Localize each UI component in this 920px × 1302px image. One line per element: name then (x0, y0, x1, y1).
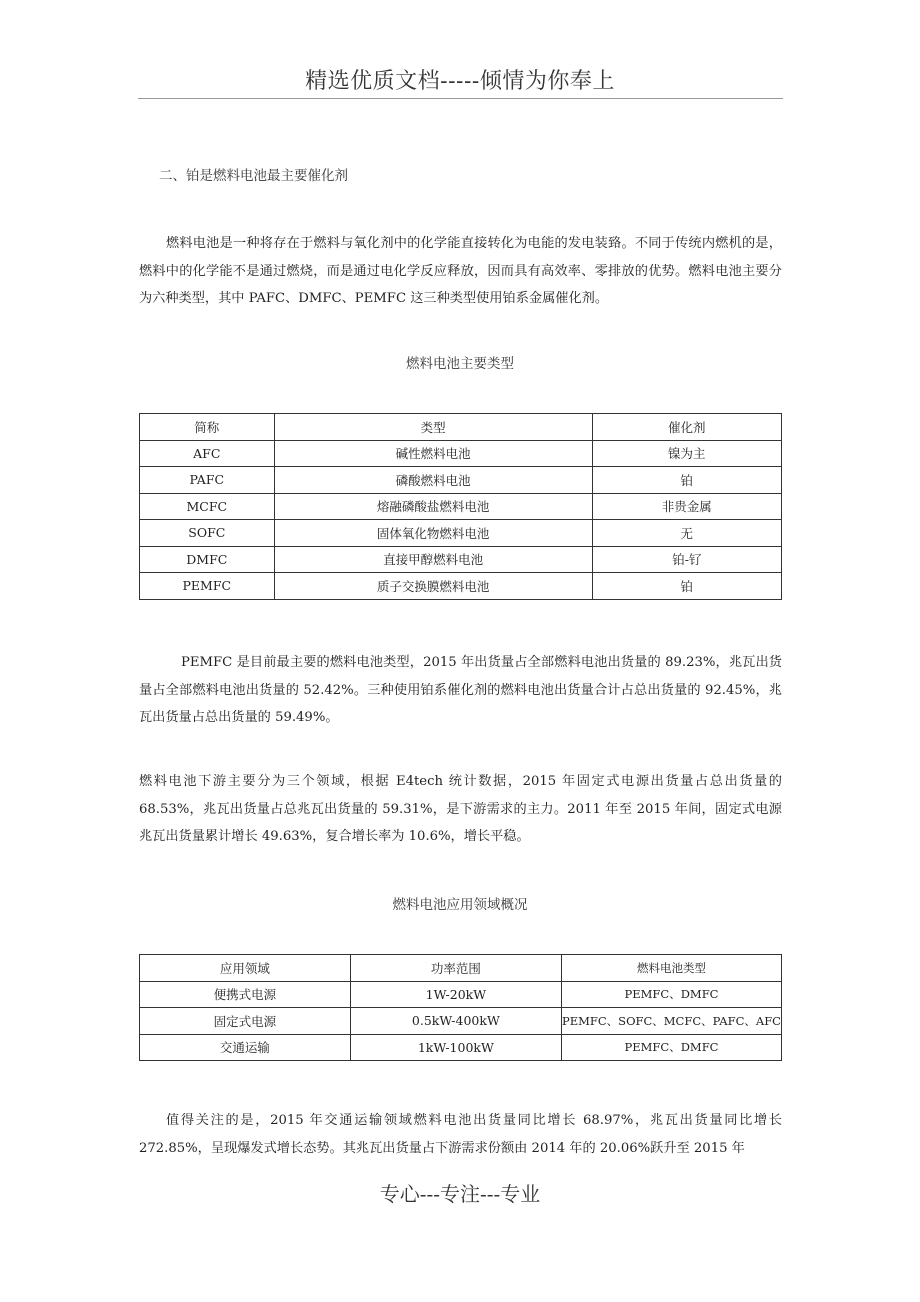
header-divider (138, 98, 783, 99)
table-cell: 无 (592, 520, 781, 547)
fuel-cell-types-table (139, 413, 782, 600)
table-row (140, 520, 782, 547)
table2-caption: 燃料电池应用领域概况 (392, 897, 528, 913)
table-cell: 1W-20kW (350, 981, 561, 1008)
table-cell: MCFC (140, 493, 275, 520)
table-row (140, 546, 782, 573)
table-cell: 磷酸燃料电池 (274, 467, 592, 494)
table-cell: PAFC (140, 467, 275, 494)
table-cell: 铂 (592, 467, 781, 494)
table-cell: 质子交换膜燃料电池 (274, 573, 592, 600)
page-footer: 专心---专注---专业 (379, 1182, 541, 1206)
table-cell: DMFC (140, 546, 275, 573)
table-header-cell: 催化剂 (592, 414, 781, 441)
page-header-title: 精选优质文档-----倾情为你奉上 (305, 69, 615, 94)
table-row (140, 467, 782, 494)
table-cell: 镍为主 (592, 440, 781, 467)
table-row (140, 493, 782, 520)
table-row (140, 1034, 782, 1061)
table-cell: 便携式电源 (140, 981, 351, 1008)
table-row (140, 440, 782, 467)
table1-caption: 燃料电池主要类型 (406, 356, 514, 372)
table-row (140, 1008, 782, 1035)
table-header-cell: 类型 (274, 414, 592, 441)
table-cell: 1kW-100kW (350, 1034, 561, 1061)
table-row (140, 573, 782, 600)
table-header-cell: 燃料电池类型 (562, 955, 782, 982)
table-cell: PEMFC、DMFC (562, 981, 782, 1008)
table-cell: 0.5kW-400kW (350, 1008, 561, 1035)
table-row (140, 981, 782, 1008)
table-header-cell: 功率范围 (350, 955, 561, 982)
table-cell: PEMFC、DMFC (562, 1034, 782, 1061)
paragraph-transport: 值得关注的是，2015 年交通运输领域燃料电池出货量同比增长 68.97%，兆瓦出货量同比增长 272.85%，呈现爆发式增长态势。其兆瓦出货量占下游需求份额由 2014 年的 20.06%跃升至 2015 年 (139, 1113, 782, 1156)
table-header-cell: 应用领域 (140, 955, 351, 982)
table-header-row (140, 955, 782, 982)
paragraph-intro: 燃料电池是一种将存在于燃料与氧化剂中的化学能直接转化为电能的发电装臵。不同于传统内燃机的是，燃料中的化学能不是通过燃烧，而是通过电化学反应释放，因而具有高效率、零排放的优势。燃料电池主要分为六种类型，其中 PAFC、DMFC、PEMFC 这三种类型使用铂系金属催化剂。 (139, 236, 782, 306)
table-cell: 固定式电源 (140, 1008, 351, 1035)
table-cell: 碱性燃料电池 (274, 440, 592, 467)
paragraph-downstream: 燃料电池下游主要分为三个领域，根据 E4tech 统计数据，2015 年固定式电源出货量占总出货量的 68.53%，兆瓦出货量占总兆瓦出货量的 59.31%，是下游需求的主力。2011 年至 2015 年间，固定式电源兆瓦出货量累计增长 49.63%，复合增长率为 10.6%，增长平稳。 (139, 774, 782, 844)
table-cell: 交通运输 (140, 1034, 351, 1061)
table-header-row (140, 414, 782, 441)
section-title: 二、铂是燃料电池最主要催化剂 (159, 168, 348, 184)
table-cell: PEMFC (140, 573, 275, 600)
table-cell: 固体氧化物燃料电池 (274, 520, 592, 547)
table-cell: PEMFC、SOFC、MCFC、PAFC、AFC (562, 1008, 782, 1035)
table-cell: 铂-钌 (592, 546, 781, 573)
table-cell: 非贵金属 (592, 493, 781, 520)
table-header-cell: 简称 (140, 414, 275, 441)
table-cell: 熔融磷酸盐燃料电池 (274, 493, 592, 520)
table-cell: 铂 (592, 573, 781, 600)
table-cell: SOFC (140, 520, 275, 547)
fuel-cell-applications-table (139, 954, 782, 1061)
table-cell: AFC (140, 440, 275, 467)
table-cell: 直接甲醇燃料电池 (274, 546, 592, 573)
paragraph-pemfc: PEMFC 是目前最主要的燃料电池类型，2015 年出货量占全部燃料电池出货量的 89.23%，兆瓦出货量占全部燃料电池出货量的 52.42%。三种使用铂系催化剂的燃料电池出货量合计占总出货量的 92.45%，兆瓦出货量占总出货量的 59.49%。 (139, 655, 782, 725)
